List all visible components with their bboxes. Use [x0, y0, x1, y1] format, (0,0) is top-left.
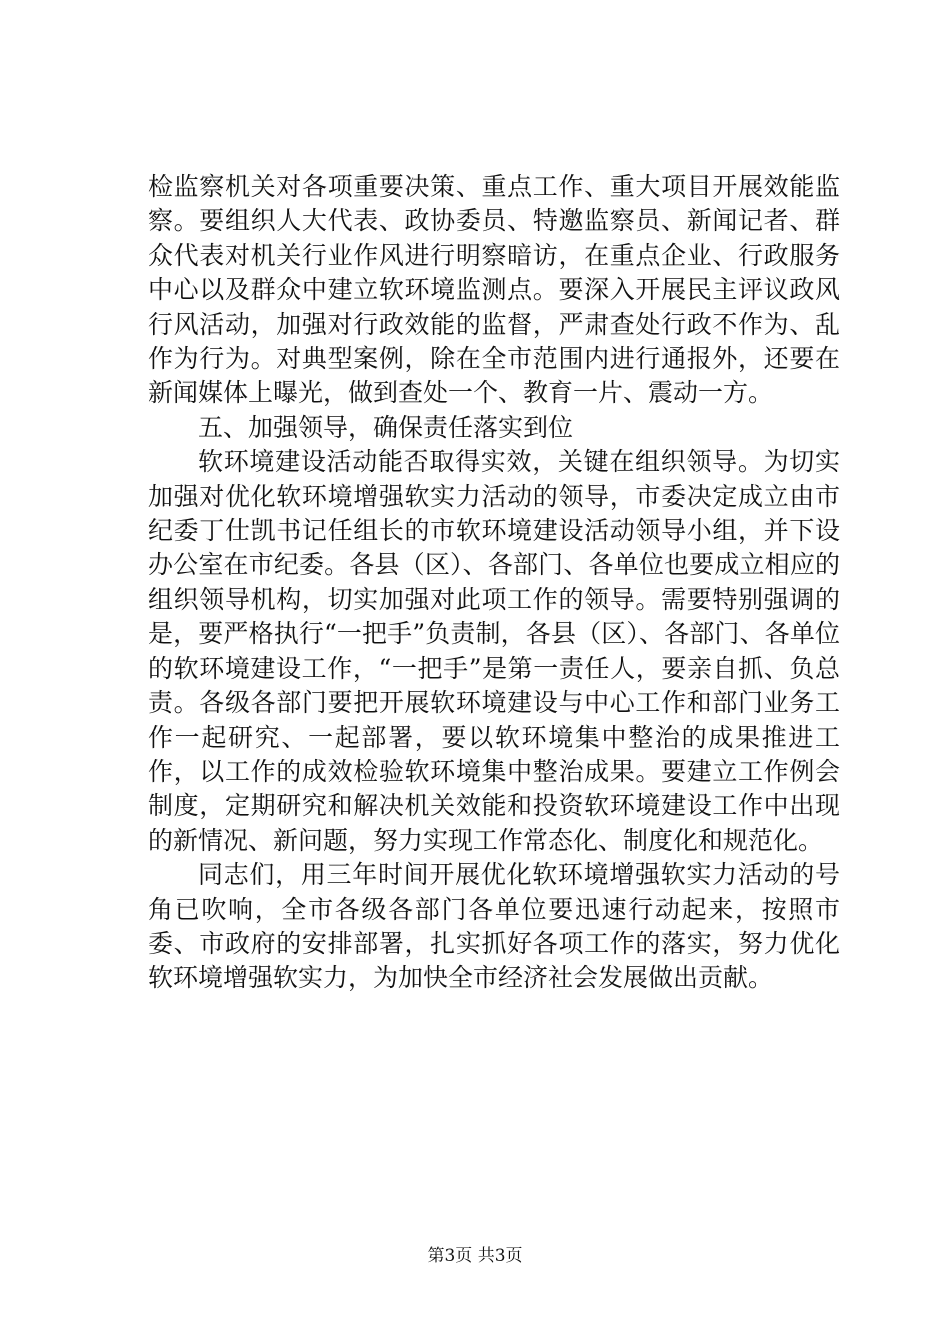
- paragraph-closing-call: 同志们，用三年时间开展优化软环境增强软实力活动的号角已吹响，全市各级各部门各单位要迅速行动起来，按照市委、市政府的安排部署，扎实抓好各项工作的落实，努力优化软环境增强软实力，为加快全市经济社会发展做出贡献。: [148, 860, 840, 993]
- paragraph-continued-supervision: 检监察机关对各项重要决策、重点工作、重大项目开展效能监察。要组织人大代表、政协委员、特邀监察员、新闻记者、群众代表对机关行业作风进行明察暗访，在重点企业、行政服务中心以及群众中建立软环境监测点。要深入开展民主评议政风行风活动，加强对行政效能的监督，严肃查处行政不作为、乱作为行为。对典型案例，除在全市范围内进行通报外，还要在新闻媒体上曝光，做到查处一个、教育一片、震动一方。: [148, 172, 840, 408]
- paragraph-organizational-leadership: 软环境建设活动能否取得实效，关键在组织领导。为切实加强对优化软环境增强软实力活动的领导，市委决定成立由市纪委丁仕凯书记任组长的市软环境建设活动领导小组，并下设办公室在市纪委。各县（区）、各部门、各单位也要成立相应的组织领导机构，切实加强对此项工作的领导。需要特别强调的是，要严格执行“一把手”负责制，各县（区）、各部门、各单位的软环境建设工作，“一把手”是第一责任人，要亲自抓、负总责。各级各部门要把开展软环境建设与中心工作和部门业务工作一起研究、一起部署，要以软环境集中整治的成果推进工作，以工作的成效检验软环境集中整治成果。要建立工作例会制度，定期研究和解决机关效能和投资软环境建设工作中出现的新情况、新问题，努力实现工作常态化、制度化和规范化。: [148, 447, 840, 855]
- section-heading-leadership: 五、加强领导，确保责任落实到位: [198, 412, 574, 442]
- document-body: [148, 170, 840, 996]
- page-number-footer: 第3页 共3页: [427, 1246, 523, 1266]
